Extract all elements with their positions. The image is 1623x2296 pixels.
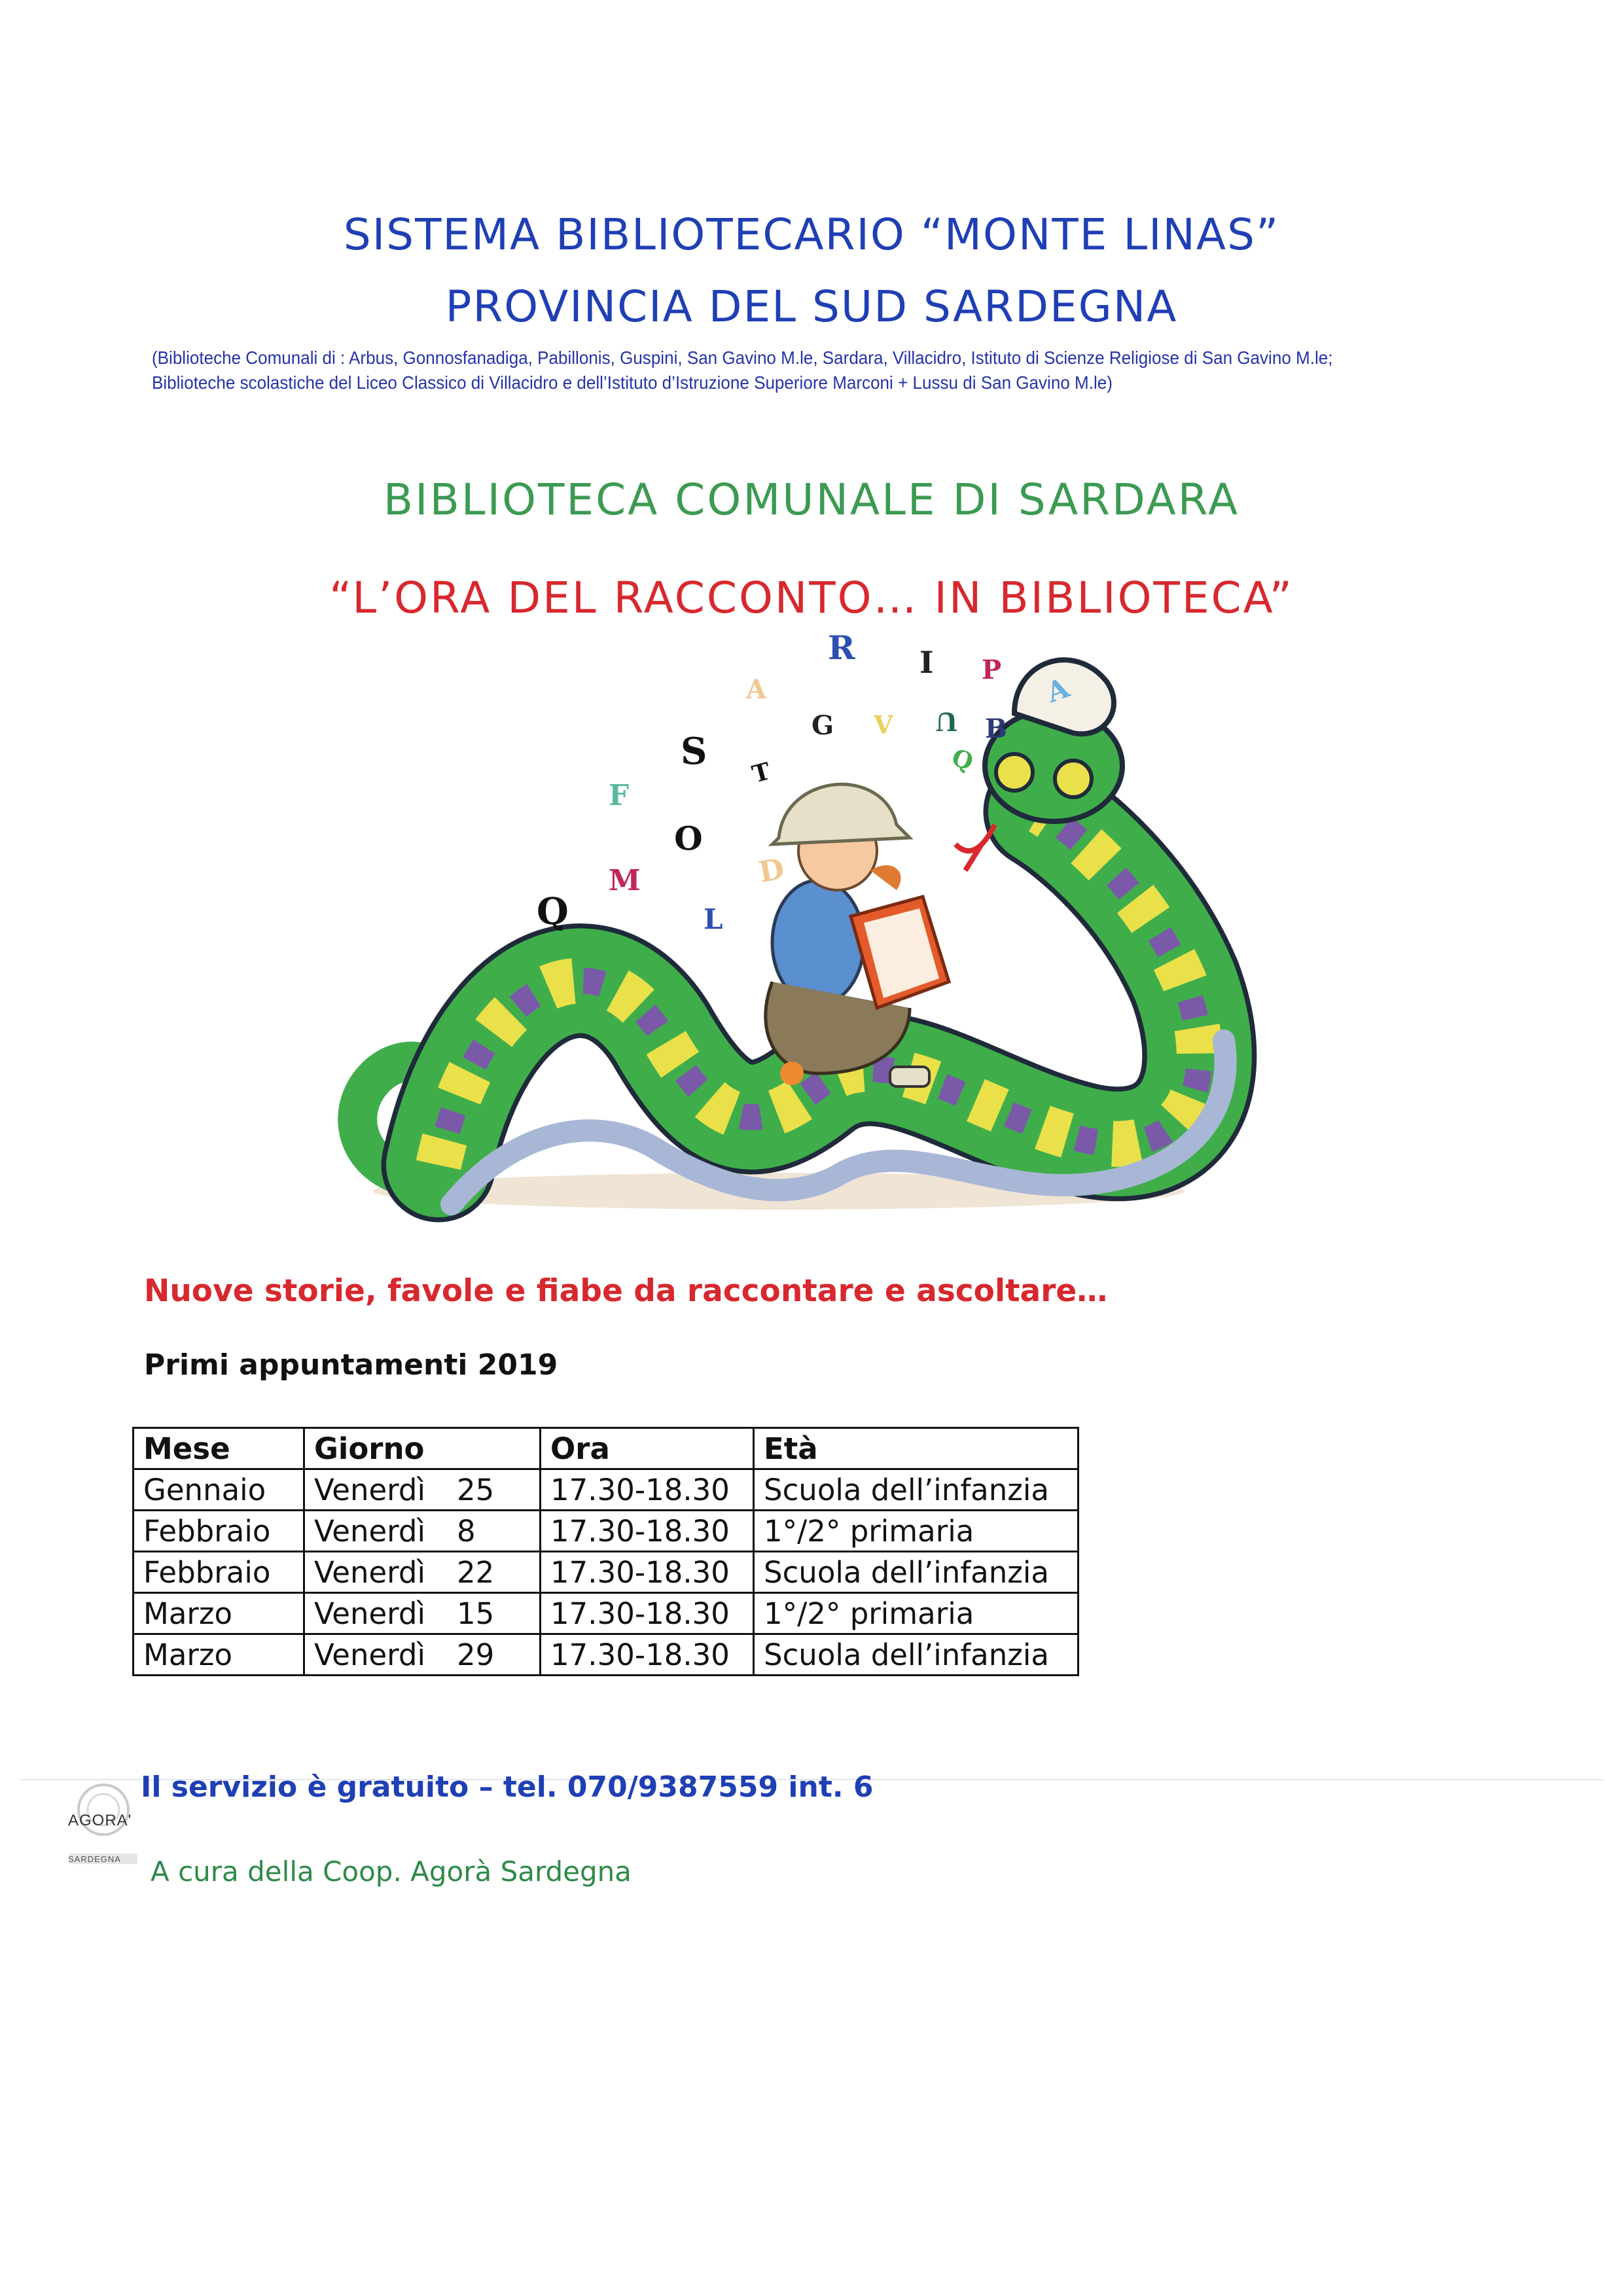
schedule-table	[132, 1427, 1079, 1676]
cell-day-number: 25	[457, 1472, 495, 1507]
table-row	[134, 1469, 1079, 1511]
member-libraries-line-1: (Biblioteche Comunali di : Arbus, Gonnosfanadiga, Pabillonis, Guspini, San Gavino M.le, Sardara, Villacidro, Istituto di Scienze Religiose di San Gavino M.le;	[152, 348, 1333, 368]
letter-m: M	[609, 864, 641, 897]
cell-age: Scuola dell’infanzia	[754, 1552, 1079, 1593]
cell-day	[304, 1552, 541, 1593]
snake-eye-right	[1055, 761, 1092, 797]
service-info: Il servizio è gratuito – tel. 070/9387559 int. 6	[141, 1770, 874, 1804]
cell-time: 17.30-18.30	[541, 1511, 754, 1552]
logo-subtitle: SARDEGNA	[68, 1854, 121, 1864]
letter-q-large: Q	[537, 890, 569, 933]
letter-i: I	[919, 645, 934, 680]
cell-weekday: Venerdì	[314, 1513, 425, 1549]
letter-d: D	[756, 852, 787, 889]
cell-weekday: Venerdì	[314, 1637, 425, 1672]
cell-weekday: Venerdì	[314, 1472, 425, 1507]
cell-day	[304, 1593, 541, 1634]
cell-month: Marzo	[134, 1593, 304, 1634]
logo-wordmark: AGORA'	[68, 1812, 132, 1829]
system-title: SISTEMA BIBLIOTECARIO “MONTE LINAS”	[343, 209, 1280, 260]
letter-l: L	[704, 903, 723, 935]
letter-f: F	[609, 779, 630, 812]
header-day: Giorno	[304, 1428, 541, 1469]
cell-age: Scuola dell’infanzia	[754, 1634, 1079, 1676]
table-row	[134, 1511, 1079, 1552]
cell-day-number: 8	[457, 1513, 476, 1549]
province-title: PROVINCIA DEL SUD SARDEGNA	[445, 281, 1178, 332]
cell-day-number: 22	[457, 1554, 495, 1590]
letter-s: S	[681, 730, 707, 773]
member-libraries-line-2: Biblioteche scolastiche del Liceo Classico di Villacidro e dell’Istituto d’Istruzione Superiore Marconi + Lussu di San Gavino M.le)	[152, 372, 1113, 393]
child-hair	[870, 865, 901, 890]
table-row	[134, 1634, 1079, 1676]
cell-day-number: 15	[457, 1596, 495, 1631]
cell-time: 17.30-18.30	[541, 1634, 754, 1676]
letter-r: R	[828, 628, 855, 667]
cell-age: 1°/2° primaria	[754, 1511, 1079, 1552]
cell-age: Scuola dell’infanzia	[754, 1469, 1079, 1511]
cell-time: 17.30-18.30	[541, 1552, 754, 1593]
table-row	[134, 1593, 1079, 1634]
snake-eye-left	[996, 754, 1033, 791]
organizer-credit: A cura della Coop. Agorà Sardegna	[151, 1856, 632, 1888]
snake-reader-illustration	[321, 615, 1302, 1244]
child-hat	[772, 784, 910, 844]
subtitle: Nuove storie, favole e fiabe da raccontare e ascoltare…	[144, 1273, 1108, 1309]
cell-day	[304, 1634, 541, 1676]
snake-tongue	[955, 825, 995, 870]
cell-day	[304, 1511, 541, 1552]
letter-a-left: A	[746, 674, 767, 705]
letter-p: P	[982, 655, 1002, 685]
table-header-row	[134, 1428, 1079, 1469]
appointments-title: Primi appuntamenti 2019	[144, 1348, 558, 1382]
child-shoe	[890, 1067, 929, 1086]
letter-q-small: Q	[948, 743, 977, 777]
letter-b: B	[985, 713, 1007, 744]
member-libraries	[152, 346, 1393, 395]
cell-day-number: 29	[457, 1637, 495, 1672]
cell-day	[304, 1469, 541, 1511]
event-title: “L’ORA DEL RACCONTO… IN BIBLIOTECA”	[329, 573, 1294, 623]
library-name: BIBLIOTECA COMUNALE DI SARDARA	[383, 475, 1240, 525]
cell-weekday: Venerdì	[314, 1596, 425, 1631]
cell-time: 17.30-18.30	[541, 1469, 754, 1511]
orange-dot	[780, 1062, 804, 1085]
cell-weekday: Venerdì	[314, 1554, 425, 1590]
header-age: Età	[754, 1428, 1079, 1469]
header-month: Mese	[134, 1428, 304, 1469]
cell-time: 17.30-18.30	[541, 1593, 754, 1634]
letter-g: G	[812, 710, 834, 741]
cell-age: 1°/2° primaria	[754, 1593, 1079, 1634]
letter-a-right: A	[1042, 671, 1073, 709]
letter-t: T	[749, 757, 774, 789]
letter-o: O	[674, 818, 703, 857]
cell-month: Febbraio	[134, 1552, 304, 1593]
letter-u: U	[936, 707, 958, 736]
cell-month: Marzo	[134, 1634, 304, 1676]
cell-month: Gennaio	[134, 1469, 304, 1511]
table-row	[134, 1552, 1079, 1593]
header-time: Ora	[541, 1428, 754, 1469]
cell-month: Febbraio	[134, 1511, 304, 1552]
letter-v: V	[874, 710, 893, 740]
